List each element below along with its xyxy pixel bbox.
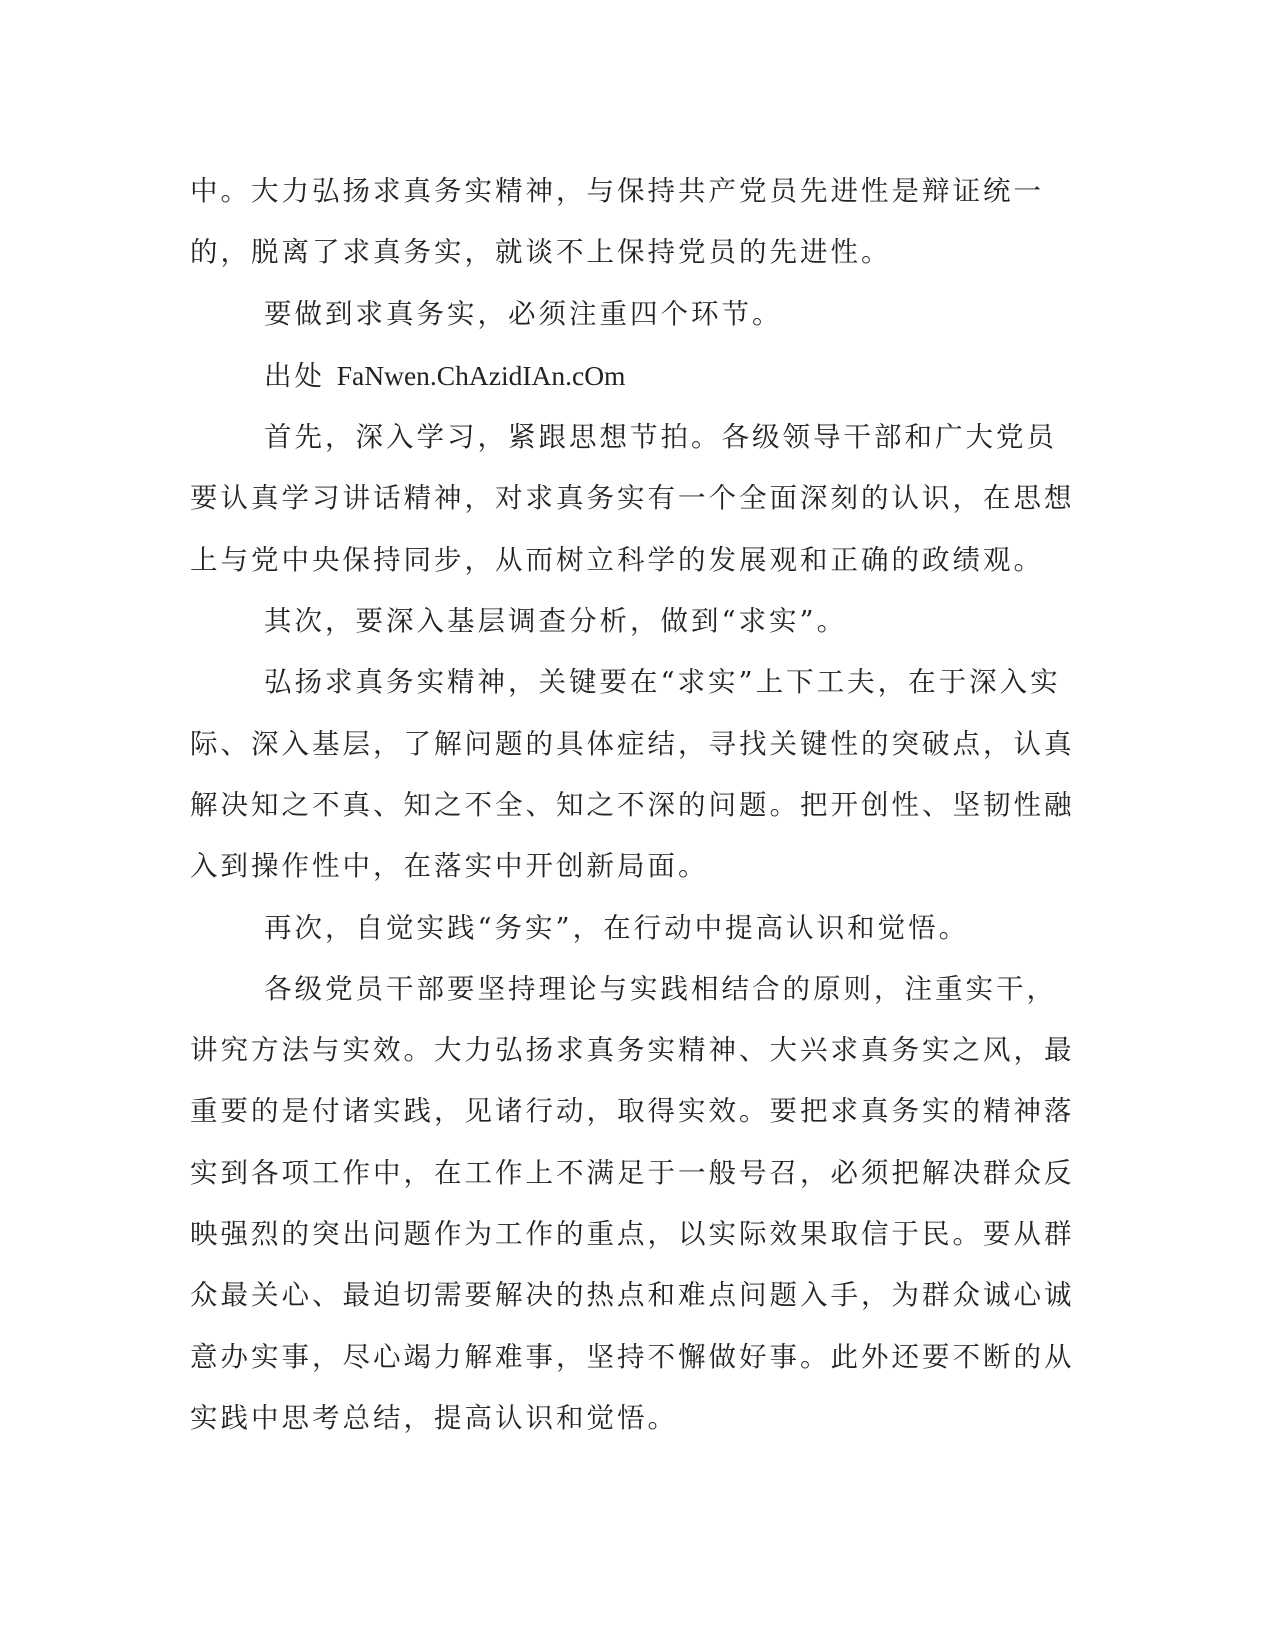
paragraph-continuation: 中。大力弘扬求真务实精神，与保持共产党员先进性是辩证统一的，脱离了求真务实，就谈不上保持党员的先进性。 <box>190 175 1044 269</box>
paragraph-second-body: 弘扬求真务实精神，关键要在“求实”上下工夫，在于深入实际、深入基层，了解问题的具体症结，寻找关键性的突破点，认真解决知之不真、知之不全、知之不深的问题。把开创性、坚韧性融入到操作性中，在落实中开创新局面。 <box>190 666 1075 883</box>
source-label: 出处 <box>264 359 325 392</box>
source-line <box>190 345 1080 407</box>
source-text: FaNwen.ChAzidIAn.cOm <box>336 359 626 391</box>
paragraph-first: 首先，深入学习，紧跟思想节拍。各级领导干部和广大党员要认真学习讲话精神，对求真务实有一个全面深刻的认识，在思想上与党中央保持同步，从而树立科学的发展观和正确的政绩观。 <box>190 421 1075 576</box>
paragraph-third-heading: 再次，自觉实践“务实”，在行动中提高认识和觉悟。 <box>264 911 970 944</box>
paragraph-third-body: 各级党员干部要坚持理论与实践相结合的原则，注重实干，讲究方法与实效。大力弘扬求真务实精神、大兴求真务实之风，最重要的是付诸实践，见诸行动，取得实效。要把求真务实的精神落实到各项工作中，在工作上不满足于一般号召，必须把解决群众反映强烈的突出问题作为工作的重点，以实际效果取信于民。要从群众最关心、最迫切需要解决的热点和难点问题入手，为群众诚心诚意办实事，尽心竭力解难事，坚持不懈做好事。此外还要不断的从实践中思考总结，提高认识和觉悟。 <box>190 972 1075 1434</box>
paragraph-second-heading: 其次，要深入基层调查分析，做到“求实”。 <box>264 605 848 638</box>
document-body <box>190 161 1080 1449</box>
paragraph-four-links: 要做到求真务实，必须注重四个环节。 <box>264 297 783 330</box>
